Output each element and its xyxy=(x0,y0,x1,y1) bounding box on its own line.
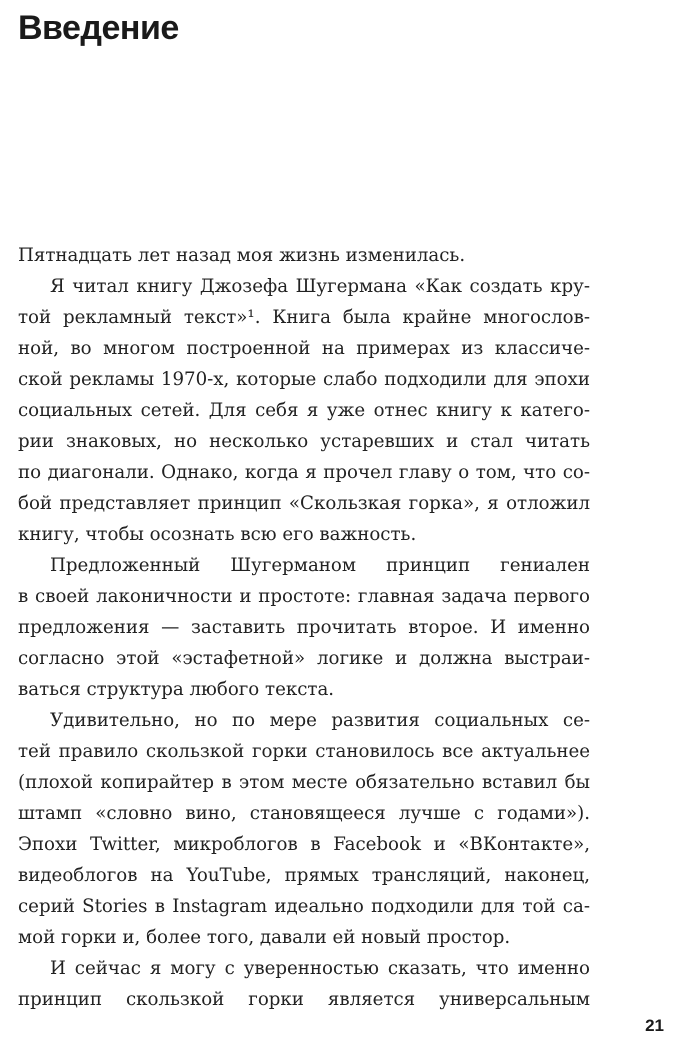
text-line: социальных сетей. Для себя я уже отнес книгу к катего- xyxy=(18,400,590,421)
text-line: принцип скользкой горки является универсальным xyxy=(18,989,590,1010)
text-line: (плохой копирайтер в этом месте обязательно вставил бы xyxy=(18,772,590,793)
text-line: И сейчас я могу с уверенностью сказать, что именно xyxy=(50,958,590,979)
text-line: в своей лаконичности и простоте: главная задача первого xyxy=(18,586,590,607)
text-line: той рекламный текст»¹. Книга была крайне многослов- xyxy=(18,307,590,328)
text-line: ской рекламы 1970-х, которые слабо подходили для эпохи xyxy=(18,369,590,390)
text-line: ваться структура любого текста. xyxy=(18,679,335,700)
text-line: книгу, чтобы осознать всю его важность. xyxy=(18,524,417,545)
text-line: по диагонали. Однако, когда я прочел главу о том, что со- xyxy=(18,462,590,483)
text-line: Пятнадцать лет назад моя жизнь изменилась. xyxy=(18,245,466,266)
text-line: тей правило скользкой горки становилось все актуальнее xyxy=(18,741,590,762)
text-line: серий Stories в Instagram идеально подходили для той са- xyxy=(18,896,590,917)
text-line: Я читал книгу Джозефа Шугермана «Как создать кру- xyxy=(50,276,590,297)
text-line: согласно этой «эстафетной» логике и должна выстраи- xyxy=(18,648,590,669)
text-line: бой представляет принцип «Скользкая горка», я отложил xyxy=(18,493,590,514)
chapter-body xyxy=(18,240,590,1015)
chapter-heading: Введение xyxy=(18,9,179,47)
text-line: предложения — заставить прочитать второе. И именно xyxy=(18,617,590,638)
text-line: Предложенный Шугерманом принцип гениален xyxy=(50,555,590,576)
text-line: рии знаковых, но несколько устаревших и стал читать xyxy=(18,431,590,452)
text-line: ной, во многом построенной на примерах из классиче- xyxy=(18,338,590,359)
text-line: Удивительно, но по мере развития социальных се- xyxy=(50,710,590,731)
page-number: 21 xyxy=(645,1016,664,1035)
text-line: мой горки и, более того, давали ей новый простор. xyxy=(18,927,511,948)
text-line: Эпохи Twitter, микроблогов в Facebook и «ВКонтакте», xyxy=(18,834,590,855)
text-line: видеоблогов на YouTube, прямых трансляций, наконец, xyxy=(18,865,590,886)
text-line: штамп «словно вино, становящееся лучше с годами»). xyxy=(18,803,590,824)
